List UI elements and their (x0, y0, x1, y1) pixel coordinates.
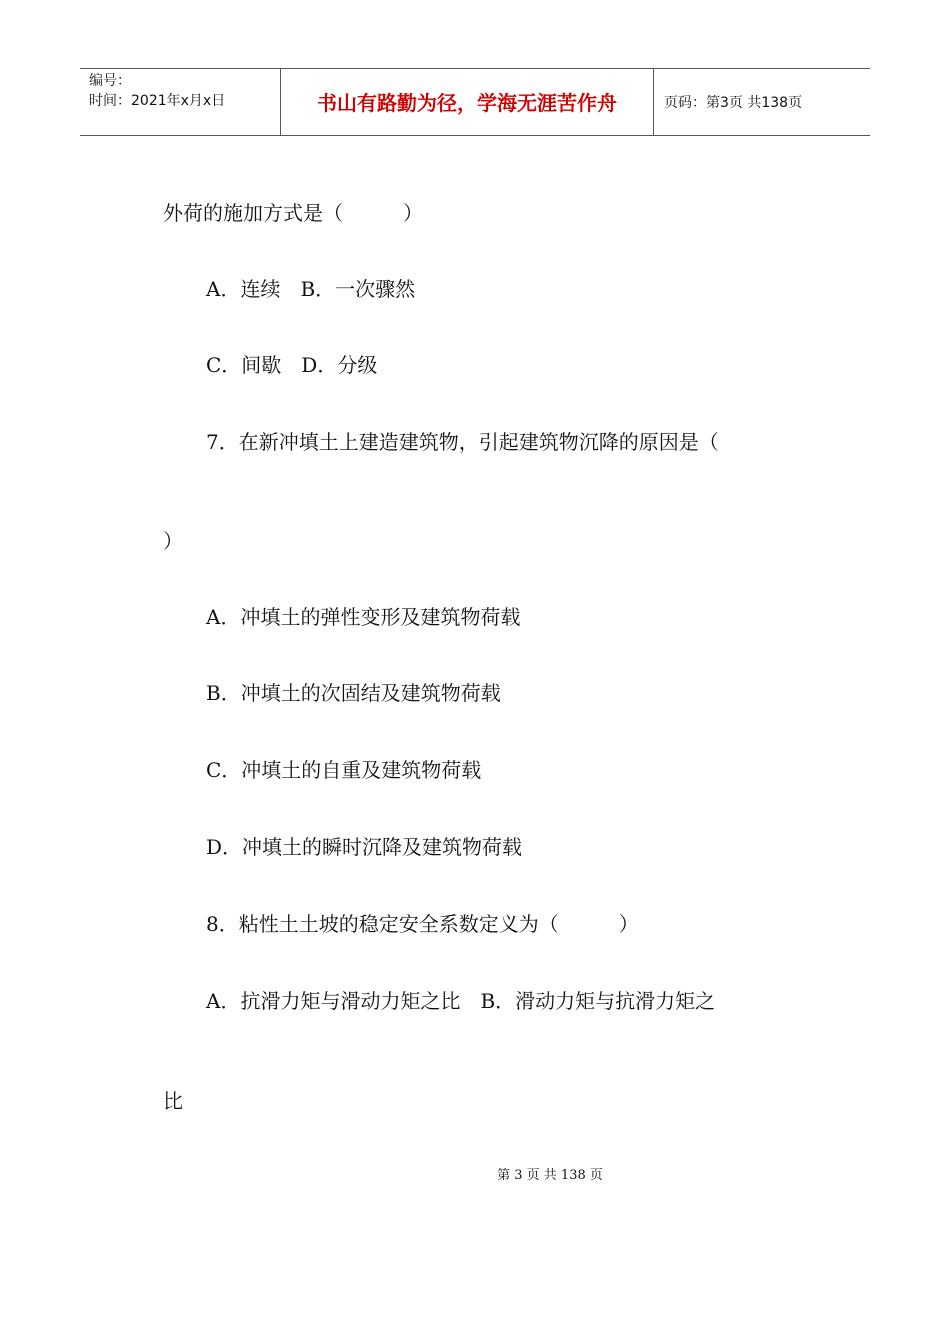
header-motto: 书山有路勤为径，学海无涯苦作舟 (281, 69, 654, 135)
question-6-options-ab: A．连续 B．一次骤然 (206, 277, 416, 301)
question-8-options-ab: A．抗滑力矩与滑动力矩之比 B．滑动力矩与抗滑力矩之 (206, 989, 716, 1013)
page-header (80, 68, 870, 136)
question-7-stem-close: ） (163, 529, 183, 553)
page-footer: 第 3 页 共 138 页 (497, 1168, 603, 1183)
question-8-stem: 8．粘性土土坡的稳定安全系数定义为（ ） (206, 912, 639, 936)
question-8-options-ab-continuation: 比 (163, 1089, 183, 1113)
question-7-option-b: B．冲填土的次固结及建筑物荷载 (206, 681, 501, 705)
question-7-stem: 7．在新冲填土上建造建筑物，引起建筑物沉降的原因是（ (206, 430, 719, 454)
header-page-info: 页码：第3页 共138页 (664, 95, 803, 111)
header-number-label: 编号： (89, 73, 131, 89)
question-6-options-cd: C．间歇 D．分级 (206, 353, 378, 377)
question-7-option-c: C．冲填土的自重及建筑物荷载 (206, 758, 482, 782)
header-time-label: 时间：2021年x月x日 (89, 93, 226, 109)
header-meta (80, 69, 281, 135)
question-6-stem-continuation: 外荷的施加方式是（ ） (163, 201, 423, 225)
question-7-option-a: A．冲填土的弹性变形及建筑物荷载 (206, 605, 521, 629)
question-7-option-d: D．冲填土的瞬时沉降及建筑物荷载 (206, 835, 523, 859)
